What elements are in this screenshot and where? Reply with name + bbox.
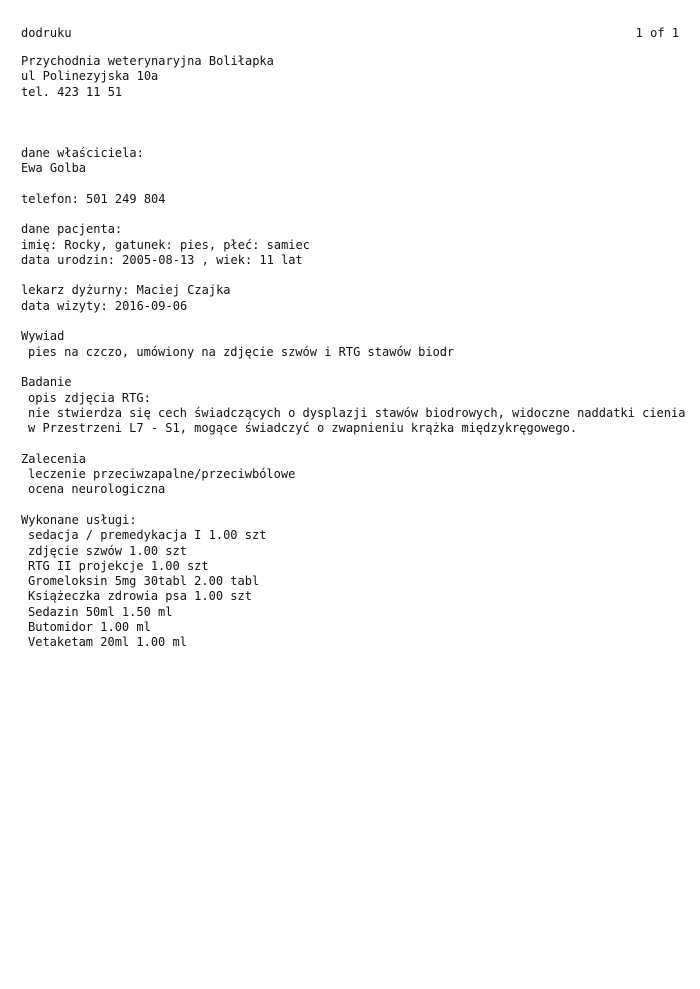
owner-name: Ewa Golba [21, 161, 87, 176]
service-item: RTG II projekcje 1.00 szt [28, 558, 209, 573]
page-number: 1 of 1 [635, 26, 679, 40]
service-item: Gromeloksin 5mg 30tabl 2.00 tabl [28, 574, 260, 589]
recommendations-block [21, 452, 686, 498]
visit-doctor: lekarz dyżurny: Maciej Czajka [21, 283, 231, 298]
exam-heading: Badanie [21, 375, 72, 390]
interview-block [21, 329, 686, 360]
patient-birth: data urodzin: 2005-08-13 , wiek: 11 lat [21, 252, 303, 267]
interview-heading: Wywiad [21, 329, 65, 344]
patient-heading: dane pacjenta: [21, 222, 123, 237]
exam-line: opis zdjęcia RTG: [28, 390, 151, 405]
clinic-phone: tel. 423 11 51 [21, 84, 123, 99]
recommendation-item: leczenie przeciwzapalne/przeciwbólowe [28, 467, 296, 482]
services-block [21, 513, 686, 651]
clinic-name: Przychodnia weterynaryjna Boliłapka [21, 54, 274, 68]
owner-heading: dane właściciela: [21, 145, 144, 160]
services-heading: Wykonane usługi: [21, 512, 137, 527]
service-item: Vetaketam 20ml 1.00 ml [28, 635, 187, 650]
exam-line: w Przestrzeni L7 - S1, mogące świadczyć o zwapnieniu krążka międzykręgowego. [28, 421, 578, 436]
document-body [21, 54, 686, 651]
patient-block [21, 222, 686, 268]
service-item: sedacja / premedykacja I 1.00 szt [28, 528, 267, 543]
owner-block [21, 146, 686, 207]
owner-phone: telefon: 501 249 804 [21, 191, 166, 206]
visit-block [21, 283, 686, 314]
service-item: Sedazin 50ml 1.50 ml [28, 604, 173, 619]
recommendation-item: ocena neurologiczna [28, 482, 166, 497]
clinic-address: ul Polinezyjska 10a [21, 69, 159, 84]
exam-line: nie stwierdza się cech świadczących o dysplazji stawów biodrowych, widoczne naddatki cienia [28, 405, 686, 420]
service-item: zdjęcie szwów 1.00 szt [28, 543, 187, 558]
clinic-block [21, 54, 686, 100]
page-header-title: dodruku [21, 26, 72, 40]
recommendations-heading: Zalecenia [21, 451, 87, 466]
patient-info: imię: Rocky, gatunek: pies, płeć: samiec [21, 237, 310, 252]
visit-date: data wizyty: 2016-09-06 [21, 298, 188, 313]
service-item: Butomidor 1.00 ml [28, 619, 151, 634]
interview-text: pies na czczo, umówiony na zdjęcie szwów i RTG stawów biodr [28, 344, 455, 359]
exam-block [21, 375, 686, 436]
service-item: Książeczka zdrowia psa 1.00 szt [28, 589, 252, 604]
